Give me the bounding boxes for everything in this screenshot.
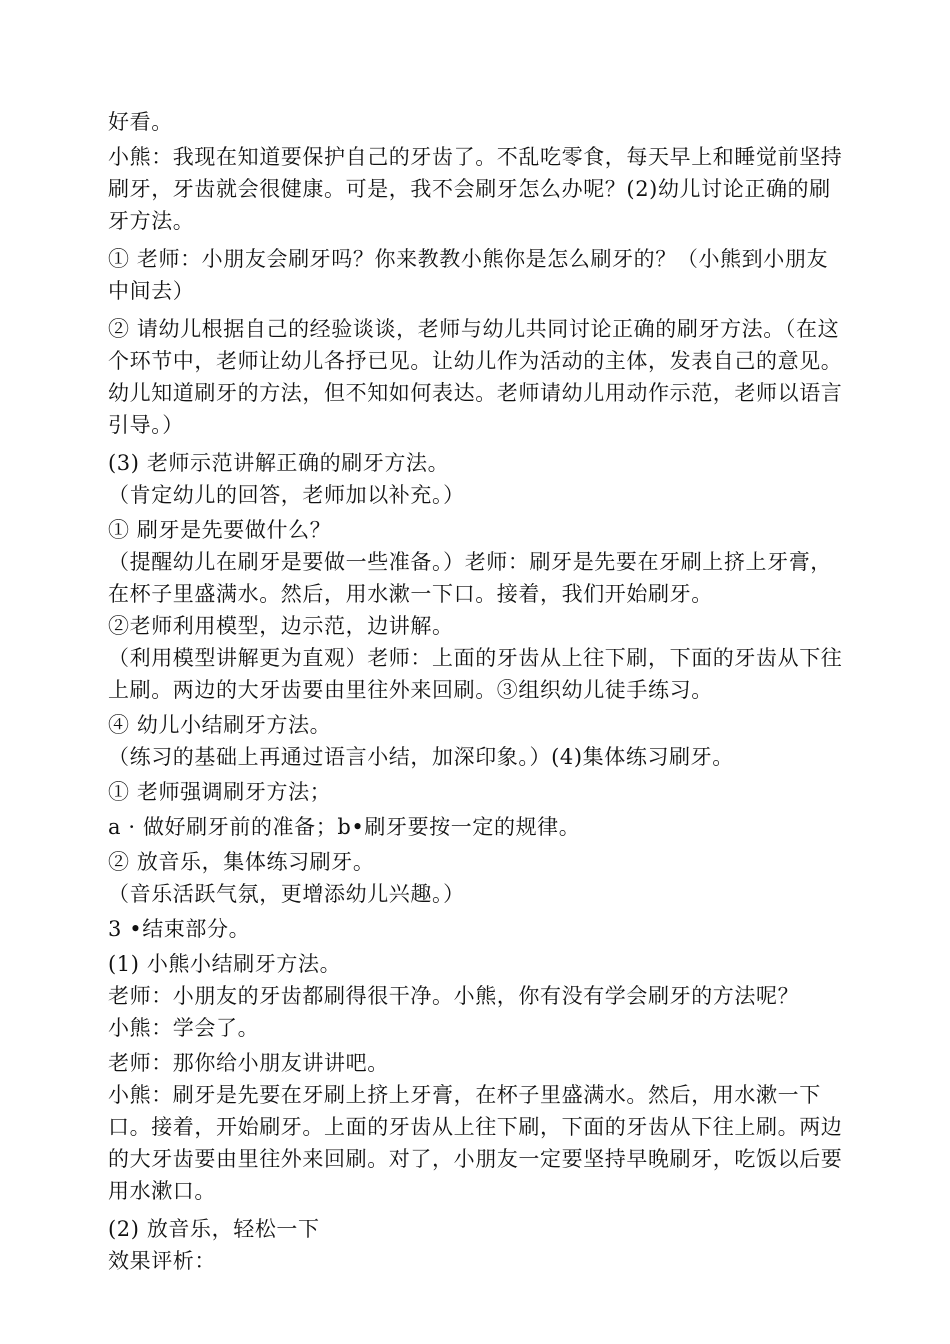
paragraph: （利用模型讲解更为直观）老师：上面的牙齿从上往下刷，下面的牙齿从下往上刷。两边的大牙齿要由里往外来回刷。③组织幼儿徒手练习。 (108, 646, 843, 702)
paragraph: (1) 小熊小结刷牙方法。 (108, 952, 342, 976)
paragraph: (2) 放音乐，轻松一下 (108, 1217, 320, 1241)
paragraph: 小熊：我现在知道要保护自己的牙齿了。不乱吃零食，每天早上和睡觉前坚持刷牙，牙齿就会很健康。可是，我不会刷牙怎么办呢？(2)幼儿讨论正确的刷牙方法。 (108, 145, 843, 233)
paragraph: ④ 幼儿小结刷牙方法。 (108, 713, 332, 737)
paragraph: ① 刷牙是先要做什么？ (108, 518, 332, 542)
paragraph: (3) 老师示范讲解正确的刷牙方法。 (108, 451, 450, 475)
paragraph: 好看。 (108, 110, 173, 134)
paragraph: （音乐活跃气氛，更增添幼儿兴趣。） (108, 882, 465, 906)
paragraph: ② 请幼儿根据自己的经验谈谈，老师与幼儿共同讨论正确的刷牙方法。（在这个环节中，老师让幼儿各抒已见。让幼儿作为活动的主体，发表自己的意见。幼儿知道刷牙的方法，但不知如何表达。老师请幼儿用动作示范，老师以语言引导。） (108, 317, 843, 437)
paragraph: ② 放音乐，集体练习刷牙。 (108, 850, 375, 874)
paragraph: （练习的基础上再通过语言小结，加深印象。）(4)集体练习刷牙。 (108, 745, 734, 769)
paragraph: ① 老师强调刷牙方法； (108, 780, 332, 804)
paragraph: 老师：小朋友的牙齿都刷得很干净。小熊，你有没有学会刷牙的方法呢？ (108, 984, 800, 1008)
paragraph: 小熊：学会了。 (108, 1016, 260, 1040)
paragraph: （提醒幼儿在刷牙是要做一些准备。）老师：刷牙是先要在牙刷上挤上牙膏，在杯子里盛满水。然后，用水漱一下口。接着，我们开始刷牙。 (108, 550, 832, 606)
paragraph: ②老师利用模型，边示范，边讲解。 (108, 614, 454, 638)
paragraph: 3 •结束部分。 (108, 917, 251, 941)
paragraph: a · 做好刷牙前的准备；b•刷牙要按一定的规律。 (108, 815, 581, 839)
paragraph: （肯定幼儿的回答，老师加以补充。） (108, 483, 465, 507)
paragraph: ① 老师：小朋友会刷牙吗？你来教教小熊你是怎么刷牙的？（小熊到小朋友中间去） (108, 247, 829, 303)
paragraph: 老师：那你给小朋友讲讲吧。 (108, 1051, 389, 1075)
document-body (108, 106, 848, 1277)
paragraph: 效果评析： (108, 1249, 216, 1273)
paragraph: 小熊：刷牙是先要在牙刷上挤上牙膏，在杯子里盛满水。然后，用水漱一下口。接着，开始刷牙。上面的牙齿从上往下刷，下面的牙齿从下往上刷。两边的大牙齿要由里往外来回刷。对了，小朋友一定要坚持早晚刷牙，吃饭以后要用水漱口。 (108, 1083, 843, 1203)
